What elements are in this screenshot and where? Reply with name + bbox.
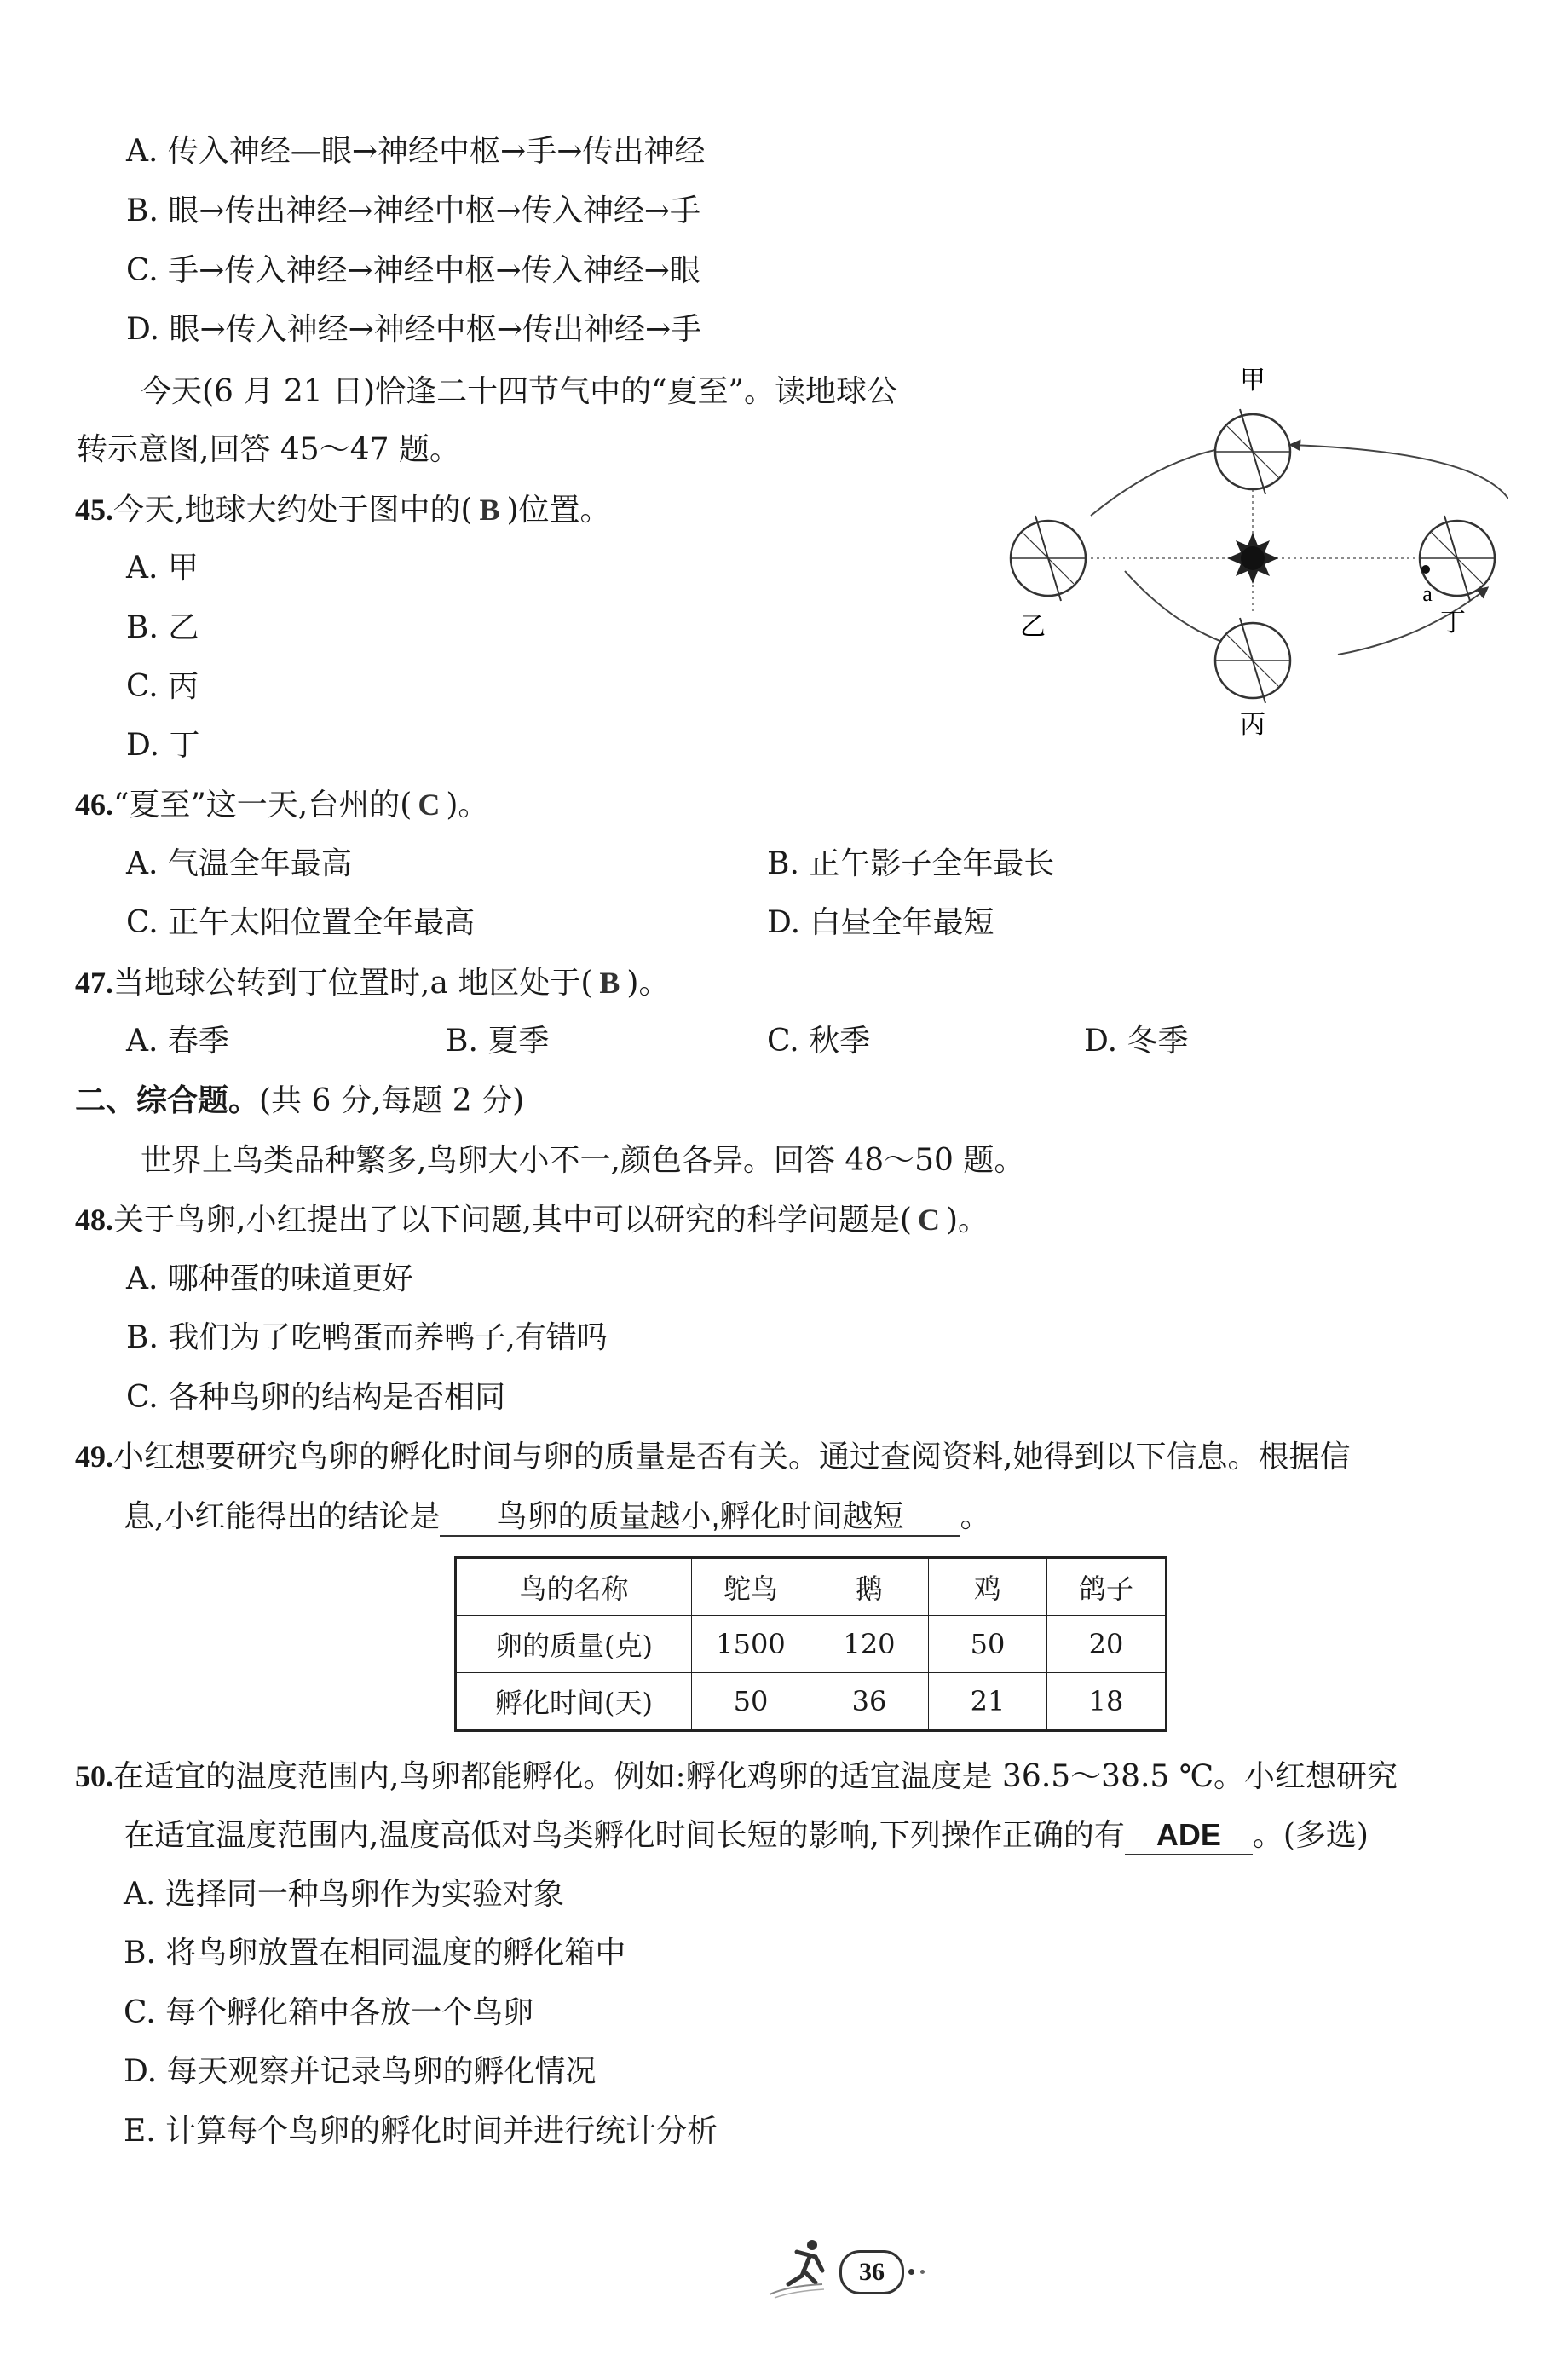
- q50-option-b: B. 将鸟卵放置在相同温度的孵化箱中: [124, 1936, 626, 1971]
- q44-option-d: D. 眼→传入神经→神经中枢→传出神经→手: [126, 312, 702, 347]
- q50-line1: [75, 1757, 1398, 1796]
- q46-option-c: C. 正午太阳位置全年最高: [126, 905, 476, 940]
- q46-option-a: A. 气温全年最高: [126, 846, 352, 881]
- earth-position-bing: [1215, 618, 1290, 703]
- q46-number: 46.: [75, 788, 113, 822]
- q45-option-a: A. 甲: [126, 551, 199, 586]
- q50-number: 50.: [75, 1759, 113, 1793]
- q44-option-b: B. 眼→传出神经→神经中枢→传入神经→手: [126, 193, 700, 228]
- q45-option-c: C. 丙: [126, 669, 199, 704]
- earth-position-jia: [1215, 409, 1290, 494]
- section-2-title: 二、综合题。: [75, 1083, 260, 1118]
- page-number: 36: [839, 2250, 904, 2294]
- footer-dot: [920, 2270, 925, 2274]
- table-cell: 卵的质量(克): [456, 1616, 692, 1673]
- q49-answer-blank: 鸟卵的质量越小,孵化时间越短: [440, 1498, 960, 1537]
- q50-line1-text: 在适宜的温度范围内,鸟卵都能孵化。例如:孵化鸡卵的适宜温度是 36.5～38.5 ℃。小红想研究: [113, 1759, 1398, 1794]
- q48-answer: C: [917, 1203, 940, 1237]
- label-yi: 乙: [1020, 612, 1046, 642]
- bird-egg-table: [454, 1556, 1167, 1732]
- q46-stem: [75, 786, 488, 824]
- q45-stem: [75, 491, 611, 529]
- earth-orbit-diagram: [997, 358, 1508, 750]
- q50-line2-before: 在适宜温度范围内,温度高低对鸟类孵化时间长短的影响,下列操作正确的有: [124, 1818, 1125, 1853]
- q50-answer-blank: ADE: [1125, 1816, 1253, 1855]
- table-row: [456, 1616, 1167, 1673]
- q47-answer: B: [599, 966, 620, 1000]
- q50-option-d: D. 每天观察并记录鸟卵的孵化情况: [124, 2054, 597, 2089]
- q44-option-c: C. 手→传入神经→神经中枢→传入神经→眼: [126, 253, 700, 288]
- table-header-cell: 鸟的名称: [456, 1558, 692, 1616]
- q46-stem-before: “夏至”这一天,台州的(: [113, 788, 412, 822]
- q49-number: 49.: [75, 1440, 113, 1474]
- table-header-cell: 鹅: [810, 1558, 929, 1616]
- table-cell: 孵化时间(天): [456, 1673, 692, 1731]
- section-2-heading: [75, 1082, 524, 1120]
- table-row: [456, 1673, 1167, 1731]
- intro-48-50: 世界上鸟类品种繁多,鸟卵大小不一,颜色各异。回答 48～50 题。: [141, 1143, 1025, 1178]
- q45-answer: B: [479, 493, 500, 527]
- q46-option-b: B. 正午影子全年最长: [767, 846, 1055, 881]
- earth-position-yi: [1011, 516, 1086, 601]
- table-header-cell: 鸵鸟: [692, 1558, 810, 1616]
- label-bing: 丙: [1240, 710, 1265, 740]
- intro-45-47-line1: 今天(6 月 21 日)恰逢二十四节气中的“夏至”。读地球公: [141, 374, 897, 409]
- q47-option-d: D. 冬季: [1084, 1024, 1189, 1059]
- q50-line2: [124, 1816, 1369, 1855]
- q44-option-a: A. 传入神经—眼→神经中枢→手→传出神经: [126, 134, 706, 169]
- q48-option-c: C. 各种鸟卵的结构是否相同: [126, 1380, 506, 1415]
- table-cell: 50: [929, 1616, 1047, 1673]
- table-cell: 50: [692, 1673, 810, 1731]
- q47-option-c: C. 秋季: [767, 1024, 871, 1059]
- table-header-row: [456, 1558, 1167, 1616]
- q47-stem-before: 当地球公转到丁位置时,a 地区处于(: [113, 966, 593, 1001]
- table-cell: 21: [929, 1673, 1047, 1731]
- q47-option-b: B. 夏季: [446, 1024, 550, 1059]
- q48-option-b: B. 我们为了吃鸭蛋而养鸭子,有错吗: [126, 1320, 608, 1355]
- q48-stem-before: 关于鸟卵,小红提出了以下问题,其中可以研究的科学问题是(: [113, 1203, 912, 1238]
- runner-logo-icon: [763, 2233, 839, 2301]
- q45-stem-before: 今天,地球大约处于图中的(: [113, 493, 473, 528]
- sun-icon: [1227, 533, 1278, 584]
- table-cell: 36: [810, 1673, 929, 1731]
- q49-line2-before: 息,小红能得出的结论是: [124, 1499, 441, 1534]
- table-header-cell: 鸡: [929, 1558, 1047, 1616]
- table-cell: 20: [1047, 1616, 1167, 1673]
- q48-stem-after: )。: [945, 1203, 989, 1238]
- q45-stem-after: )位置。: [506, 493, 611, 528]
- location-a-marker: [1421, 565, 1430, 574]
- label-a: a: [1422, 581, 1433, 606]
- q46-option-d: D. 白昼全年最短: [767, 905, 994, 940]
- q49-line2-after: 。: [960, 1499, 991, 1534]
- label-jia: 甲: [1240, 366, 1265, 395]
- q50-option-e: E. 计算每个鸟卵的孵化时间并进行统计分析: [124, 2114, 718, 2149]
- q49-line1-text: 小红想要研究鸟卵的孵化时间与卵的质量是否有关。通过查阅资料,她得到以下信息。根据信: [113, 1440, 1351, 1475]
- table-cell: 1500: [692, 1616, 810, 1673]
- q45-option-b: B. 乙: [126, 610, 199, 645]
- q47-stem-after: )。: [626, 966, 670, 1001]
- q50-line2-after: 。(多选): [1252, 1818, 1369, 1853]
- q46-answer: C: [418, 788, 441, 822]
- label-ding: 丁: [1440, 608, 1466, 638]
- q45-option-d: D. 丁: [126, 728, 200, 763]
- q48-number: 48.: [75, 1203, 113, 1237]
- q47-option-a: A. 春季: [126, 1024, 229, 1059]
- q47-stem: [75, 964, 669, 1002]
- table-cell: 18: [1047, 1673, 1167, 1731]
- section-2-note: (共 6 分,每题 2 分): [259, 1083, 525, 1118]
- q46-stem-after: )。: [446, 788, 489, 822]
- q49-line2: [124, 1498, 990, 1537]
- q48-option-a: A. 哪种蛋的味道更好: [126, 1261, 413, 1296]
- intro-45-47-line2: 转示意图,回答 45～47 题。: [77, 432, 460, 467]
- table-cell: 120: [810, 1616, 929, 1673]
- q50-option-a: A. 选择同一种鸟卵作为实验对象: [124, 1877, 564, 1912]
- q45-number: 45.: [75, 493, 113, 527]
- footer-dot: [908, 2269, 914, 2275]
- q47-number: 47.: [75, 966, 113, 1000]
- q50-option-c: C. 每个孵化箱中各放一个鸟卵: [124, 1995, 534, 2030]
- q48-stem: [75, 1201, 989, 1239]
- q49-line1: [75, 1438, 1350, 1476]
- table-header-cell: 鸽子: [1047, 1558, 1167, 1616]
